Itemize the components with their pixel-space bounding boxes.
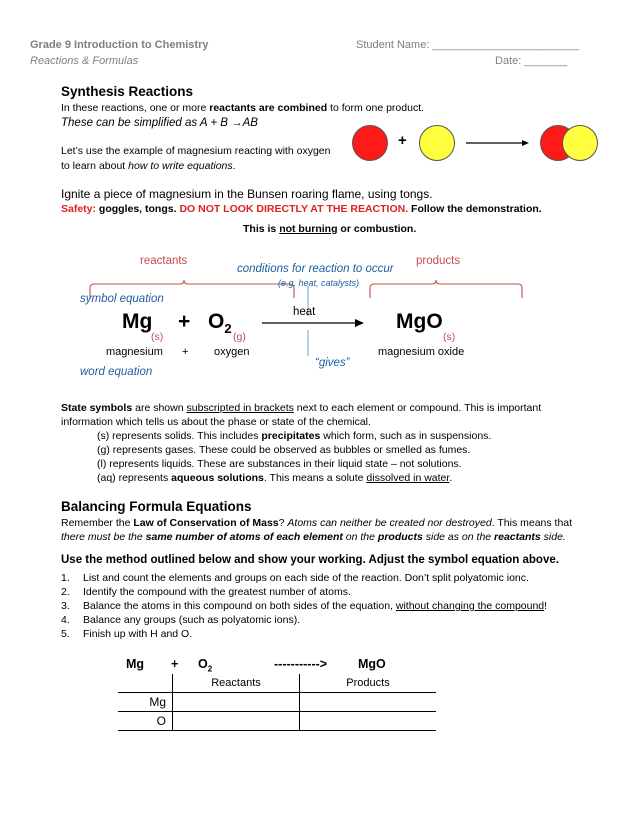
mgo-state: (s)	[443, 331, 456, 343]
synthesis-heading: Synthesis Reactions	[61, 84, 194, 99]
example-line-1: Let’s use the example of magnesium reacting with oxygen	[61, 145, 331, 157]
step-3: 3. Balance the atoms in this compound on both sides of the equation, without changing the compound!	[61, 600, 548, 612]
mg-products-cell[interactable]	[300, 693, 437, 712]
state-aqueous: (aq) represents aqueous solutions. This means a solute dissolved in water.	[97, 472, 453, 484]
state-liquid: (l) represents liquids. These are substances in their liquid state – not solutions.	[97, 458, 462, 470]
conservation-line-1: Remember the Law of Conservation of Mass? Atoms can neither be created nor destroyed. This means that	[61, 517, 573, 529]
step-2: 2. Identify the compound with the greatest number of atoms.	[61, 586, 351, 598]
table-eq-o2: $O_2$	[198, 657, 213, 674]
product-yellow-atom-icon	[562, 125, 598, 161]
date-field[interactable]: Date: _______	[495, 55, 568, 67]
o-reactants-cell[interactable]	[173, 712, 300, 731]
magnesium-word: magnesium	[106, 346, 163, 358]
state-solid: (s) represents solids. This includes precipitates which form, such as in suspensions.	[97, 430, 492, 442]
plus-word: +	[182, 346, 189, 358]
course-title: Grade 9 Introduction to Chemistry	[30, 39, 209, 51]
table-header-row	[118, 674, 436, 693]
row-label-o: O	[118, 712, 173, 731]
example-line-2: to learn about how to write equations.	[61, 160, 236, 172]
plus-sign: +	[398, 132, 407, 149]
student-name-field[interactable]: Student Name: ________________________	[356, 39, 580, 51]
products-column-header: Products	[346, 677, 390, 689]
table-eq-arrow: ----------->	[274, 657, 328, 671]
unit-title: Reactions & Formulas	[30, 55, 139, 67]
balancing-table	[118, 674, 436, 731]
safety-line: Safety: goggles, tongs. DO NOT LOOK DIRECTLY AT THE REACTION. Follow the demonstration.	[61, 203, 542, 215]
ignite-instruction: Ignite a piece of magnesium in the Bunsen roaring flame, using tongs.	[61, 187, 433, 201]
method-instruction: Use the method outlined below and show your working. Adjust the symbol equation above.	[61, 554, 559, 566]
yellow-atom-icon	[419, 125, 455, 161]
products-label: products	[416, 255, 461, 267]
step-1: 1. List and count the elements and groups on each side of the reaction. Don’t split polyatomic ionc.	[61, 572, 529, 584]
step-5: 5. Finish up with H and O.	[61, 628, 193, 640]
o-products-cell[interactable]	[300, 712, 437, 731]
magnesium-oxide-word: magnesium oxide	[378, 346, 465, 358]
red-atom-icon	[352, 125, 388, 161]
state-gas: (g) represents gases. These could be observed as bubbles or smelled as fumes.	[97, 444, 471, 456]
synthesis-simplified: These can be simplified as A + B →AB	[61, 117, 258, 129]
balancing-heading: Balancing Formula Equations	[61, 499, 252, 514]
o2-symbol: $O_2$	[208, 310, 232, 337]
gives-label: “gives”	[315, 357, 350, 369]
heat-label: heat	[293, 306, 316, 318]
symbol-equation-label: symbol equation	[80, 293, 164, 305]
mg-reactants-cell[interactable]	[173, 693, 300, 712]
conditions-label: conditions for reaction to occur	[237, 263, 394, 275]
state-symbols-line-1: State symbols are shown subscripted in brackets next to each element or compound. This is important	[61, 402, 542, 414]
synthesis-intro: In these reactions, one or more reactants are combined to form one product.	[61, 102, 425, 114]
step-4: 4. Balance any groups (such as polyatomic ions).	[61, 614, 301, 626]
plus-symbol: +	[178, 310, 191, 333]
reactants-column-header: Reactants	[173, 674, 300, 693]
oxygen-word: oxygen	[214, 346, 250, 358]
table-row	[118, 712, 436, 731]
state-symbols-line-2: information which tells us about the phase or state of the chemical.	[61, 416, 371, 428]
conservation-line-2: there must be the same number of atoms of each element on the products side as on the reactants side.	[61, 531, 566, 543]
table-eq-mg: Mg	[126, 657, 145, 671]
word-equation-label: word equation	[80, 366, 153, 378]
table-eq-mgo: MgO	[358, 657, 386, 671]
mgo-symbol: MgO	[396, 310, 443, 333]
table-row	[118, 693, 436, 712]
reactants-label: reactants	[140, 255, 188, 267]
not-burning-note: This is not burning or combustion.	[243, 223, 417, 235]
table-eq-plus: +	[171, 657, 179, 671]
mg-symbol: Mg	[122, 310, 153, 333]
o2-state: (g)	[233, 331, 246, 343]
reaction-arrow-icon	[466, 138, 530, 148]
row-label-mg: Mg	[118, 693, 173, 712]
conditions-example: (e.g. heat, catalysts)	[278, 278, 360, 288]
mg-state: (s)	[151, 331, 164, 343]
